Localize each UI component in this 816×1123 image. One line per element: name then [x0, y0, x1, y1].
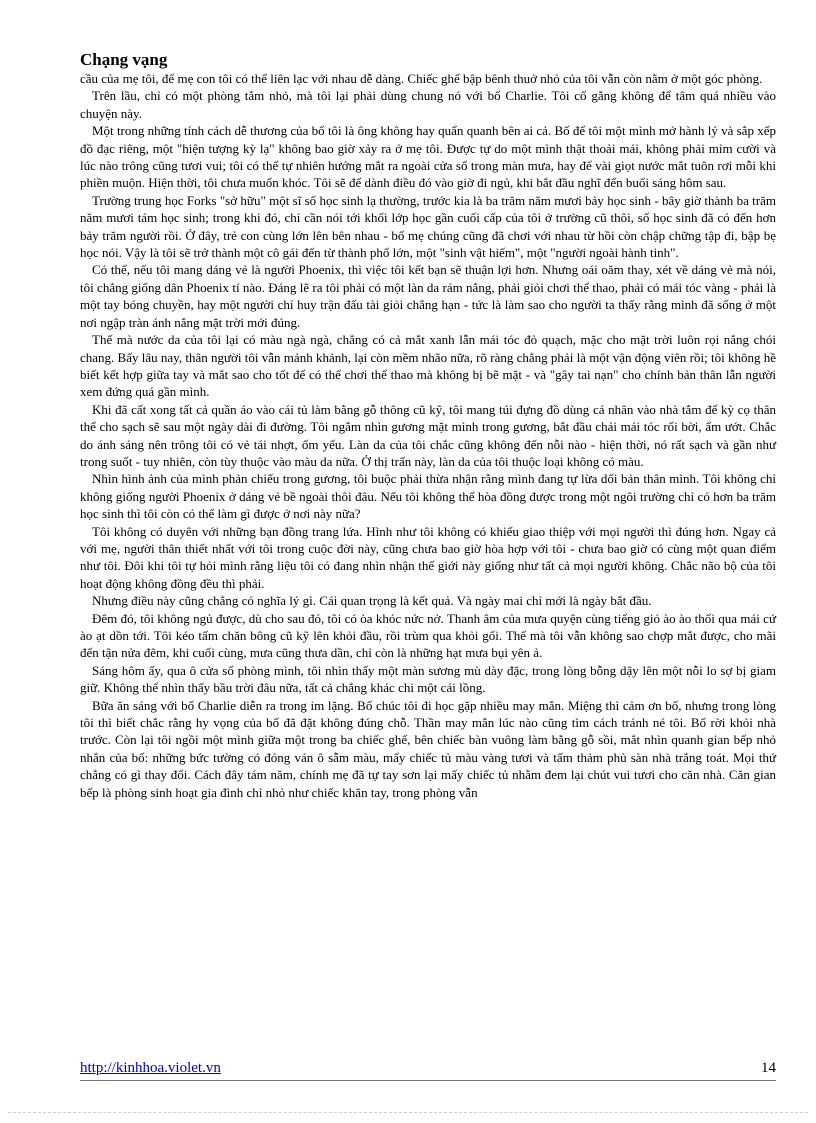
paragraph: Nhưng điều này cũng chẳng có nghĩa lý gì. Cái quan trọng là kết quả. Và ngày mai chỉ mới là ngày bắt đầu.: [92, 593, 652, 609]
footer-divider: [80, 1080, 776, 1081]
footer-website-link[interactable]: http://kinhhoa.violet.vn: [80, 1060, 221, 1076]
page-boundary: [8, 1112, 808, 1113]
paragraph: Trên lầu, chỉ có một phòng tắm nhỏ, mà tôi lại phải dùng chung nó với bố Charlie. Tôi cố gắng không để tâm quá nhiều vào chuyện này.: [80, 88, 776, 121]
paragraph: Nhìn hình ảnh của mình phản chiếu trong gương, tôi buộc phải thừa nhận rằng mình đang tự lừa dối bản thân mình. Tôi không chỉ không giống người Phoenix ở dáng vẻ bề ngoài thôi đâu. Nếu tôi không thể hòa đồng được trong một ngôi trường chỉ có hơn ba trăm học sinh thì tôi còn có thể làm gì được ở nơi này nữa?: [80, 471, 776, 522]
paragraph: Đêm đó, tôi không ngủ được, dù cho sau đó, tôi có òa khóc nức nở. Thanh âm của mưa quyện cùng tiếng gió ào ào thổi qua mái cứ ào ạt dồn tới. Tôi kéo tấm chăn bông cũ kỹ lên khỏi đầu, rồi trùm qua khỏi gối. Thế mà tôi vẫn không sao chợp mắt được, cho mãi đến tận nửa đêm, khi cuối cùng, mưa cũng thưa dần, chỉ còn là những hạt mưa bụi yên ả.: [80, 610, 776, 661]
paragraph: Tôi không có duyên với những bạn đồng trang lứa. Hình như tôi không có khiếu giao thiệp với mọi người thì đúng hơn. Ngay cả với mẹ, người thân thiết nhất với tôi trong cuộc đời này, cũng chưa bao giờ hòa hợp với tôi - chưa bao giờ có cùng một quan điểm như tôi. Đôi khi tôi tự hỏi mình rằng liệu tôi có đang nhìn nhận thế giới này giống như tất cả mọi người không. Chắc não bộ của tôi hoạt động không đồng đều thì phải.: [80, 523, 776, 591]
page-number: 14: [761, 1060, 776, 1076]
paragraph: Khi đã cất xong tất cả quần áo vào cái tủ làm bằng gỗ thông cũ kỹ, tôi mang túi đựng đồ dùng cá nhân vào nhà tắm để kỳ cọ thân thể cho sạch sẽ sau một ngày dài đi đường. Tôi ngắm nhìn gương mặt mình trong gương, bắt đầu chải mái tóc rối bời, ẩm ướt. Chắc do ánh sáng nên trông tôi có vẻ tái nhợt, ốm yếu. Làn da của tôi chắc cũng không đến nỗi nào - hiện thời, nó rất sạch và gần như trong suốt - tuy nhiên, còn tùy thuộc vào màu da nữa. Ở thị trấn này, làn da của tôi thuộc loại không có màu.: [80, 401, 776, 469]
paragraph: Thế mà nước da của tôi lại có màu ngà ngà, chẳng có cả mắt xanh lẫn mái tóc đỏ quạch, mặc cho mặt trời luôn rọi nắng chói chang. Bấy lâu nay, thân người tôi vẫn mảnh khảnh, lại còn mềm nhão nữa, rõ ràng chẳng phải là một vận động viên rồi; tôi không hề biết kết hợp giữa tay và mắt sao cho tốt để có thể chơi thể thao mà không bị bẽ mặt - và "gây tai nạn" cho chính bản thân lẫn người xem đứng quá gần mình.: [80, 332, 776, 400]
chapter-title: Chạng vạng: [80, 50, 168, 69]
body-text: [80, 70, 776, 801]
paragraph: Sáng hôm ấy, qua ô cửa sổ phòng mình, tôi nhìn thấy một màn sương mù dày đặc, trong lòng bỗng dậy lên một nỗi lo sợ bị giam giữ. Không thể nhìn thấy bầu trời đâu nữa, tất cả chẳng khác chi một cái lồng.: [80, 662, 776, 696]
paragraph: Có thể, nếu tôi mang dáng vẻ là người Phoenix, thì việc tôi kết bạn sẽ thuận lợi hơn. Nhưng oái oăm thay, xét về dáng vẻ mà nói, tôi chẳng giống dân Phoenix tí nào. Đáng lẽ ra tôi phải có một làn da rám nắng, phải giỏi chơi thể thao, phải có mái tóc vàng - phải là một tay bóng chuyền, hay một người chỉ huy trận đấu tài giỏi chẳng hạn - tức là làm sao cho người ta thấy rằng mình đã sống ở một nơi ngập tràn ánh nắng mặt trời mới đúng.: [80, 262, 776, 330]
paragraph: cầu của mẹ tôi, để mẹ con tôi có thể liên lạc với nhau dễ dàng. Chiếc ghế bập bênh thuở nhỏ của tôi vẫn còn nằm ở một góc phòng.: [80, 71, 763, 86]
paragraph: Bữa ăn sáng với bố Charlie diễn ra trong im lặng. Bố chúc tôi đi học gặp nhiều may mắn. Miệng thì cảm ơn bố, nhưng trong lòng tôi thì biết chắc rằng hy vọng của bố đã đặt không đúng chỗ. Thần may mắn lúc nào cũng tìm cách tránh né tôi. Bố rời khỏi nhà trước. Còn lại tôi ngồi một mình giữa một trong ba chiếc ghế, bên chiếc bàn vuông làm bằng gỗ sồi, mắt nhìn quanh gian bếp nhỏ nhắn của bố: những bức tường có đóng ván ô sẫm màu, mấy chiếc tủ màu vàng tươi và tấm thảm phủ sàn nhà trắng toát. Mọi thứ chẳng có gì thay đổi. Cách đây tám năm, chính mẹ đã tự tay sơn lại mấy chiếc tủ nhằm đem lại chút vui tươi cho căn nhà. Căn gian bếp là phòng sinh hoạt gia đình chỉ nhỏ như chiếc khăn tay, trong phòng vẫn: [80, 697, 776, 800]
paragraph: Một trong những tính cách dễ thương của bố tôi là ông không hay quẩn quanh bên ai cả. Bố để tôi một mình mở hành lý và sắp xếp đồ đạc riêng, một "hiện tượng kỳ lạ" không bao giờ xảy ra ở mẹ tôi. Được tự do một mình thật thoải mái, không phải mỉm cười và lúc nào trông cũng tươi vui; tôi có thể tự nhiên hướng mắt ra ngoài cửa sổ trong màn mưa, hay để vài giọt nước mắt tuôn rơi mỗi khi phiền muộn. Hiện thời, tôi chưa muốn khóc. Tôi sẽ để dành điều đó vào giờ đi ngủ, khi bắt đầu nghĩ đến buổi sáng hôm sau.: [80, 123, 776, 191]
paragraph: Trường trung học Forks "sở hữu" một sĩ số học sinh lạ thường, trước kia là ba trăm năm mươi bảy học sinh - bây giờ thành ba trăm năm mươi tám học sinh; trong khi đó, chỉ cần nói tới khối lớp học gần cuối cấp của tôi ở trường cũ thôi, số học sinh đã có đến hơn bảy trăm người rồi. Ở đây, trẻ con cùng lớn lên bên nhau - bố mẹ chúng cũng đã chơi với nhau từ hồi còn chập chững tập đi, bập bẹ học nói. Vậy là tôi sẽ trở thành một cô gái đến từ thành phố lớn, một "sinh vật hiếm", một "người ngoài hành tinh".: [80, 192, 776, 261]
